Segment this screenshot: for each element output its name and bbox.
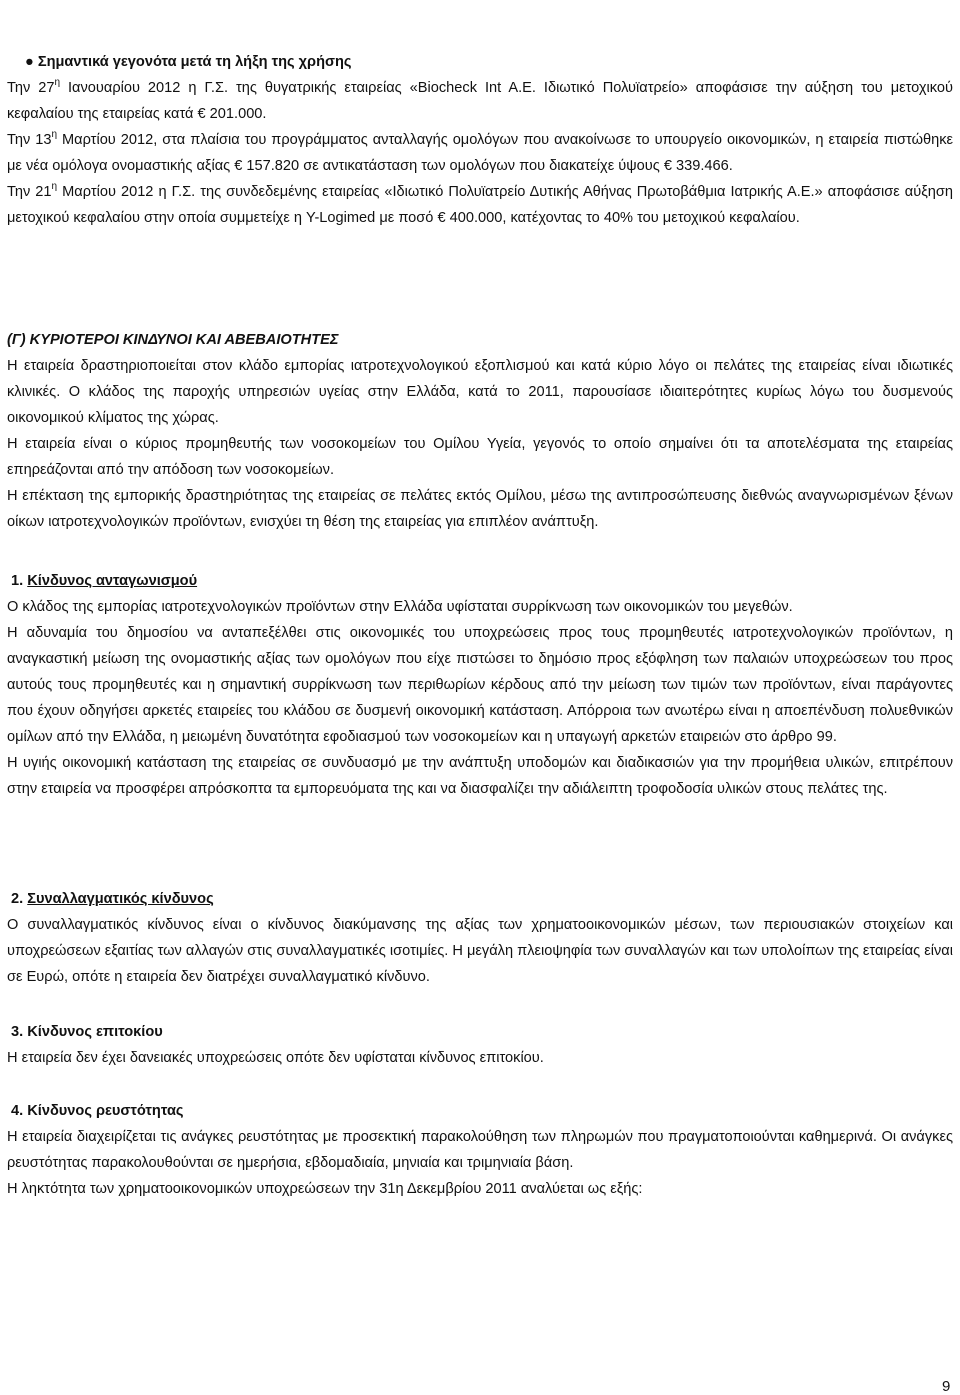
interest-risk-heading: 3. Κίνδυνος επιτοκίου <box>11 1024 163 1040</box>
risks-section <box>7 327 953 535</box>
interest-paragraph-1: Η εταιρεία δεν έχει δανειακές υποχρεώσεις οπότε δεν υφίσταται κίνδυνος επιτοκίου. <box>7 1050 544 1066</box>
event-paragraph-1: Την $27^\eta$ Ιανουαρίου 2012 η Γ.Σ. της θυγατρικής εταιρείας «Biocheck Int A.E. Ιδιωτικό Πολυϊατρείο» αποφάσισε την αύξηση του μετοχικού κεφαλαίου της εταιρείας κατά € 201.000. <box>7 77 954 122</box>
events-heading-text: Σημαντικά γεγονότα μετά τη λήξη της χρήσης <box>37 54 352 70</box>
risks-paragraph-1: Η εταιρεία δραστηριοποιείται στον κλάδο εμπορίας ιατροτεχνολογικού εξοπλισμού και κατά κύριο λόγο οι πελάτες της εταιρείας είναι ιδιωτικές κλινικές. Ο κλάδος της παροχής υπηρεσιών υγείας στην Ελλάδα, κατά το 2011, παρουσίασε ιδιαιτερότητες κυρίως λόγω του δυσμενούς οικονομικού κλίματος της χώρας. <box>7 358 953 426</box>
event-paragraph-2: Την $13^\eta$ Μαρτίου 2012, στα πλαίσια του προγράμματος ανταλλαγής ομολόγων που ανακοίνωσε το υπουργείο οικονομικών, η εταιρεία πιστώθηκε με νέα ομόλογα ονομαστικής αξίας € 157.820 σε αντικατάσταση των ομολόγων που διακατείχε ύψους € 339.466. <box>7 129 954 174</box>
liquidity-risk-section <box>7 1098 953 1202</box>
fx-risk-heading: 2. Συναλλαγματικός κίνδυνος <box>11 891 214 907</box>
fx-paragraph-1: Ο συναλλαγματικός κίνδυνος είναι ο κίνδυνος διακύμανσης της αξίας των χρηματοοικονομικών μέσων, των περιουσιακών στοιχείων και υποχρεώσεων εξαιτίας των αλλαγών στις συναλλαγματικές ισοτιμίες. Η μεγάλη πλειοψηφία των συναλλαγών και των υπολοίπων της εταιρείας είναι σε Ευρώ, οπότε η εταιρεία δεν διατρέχει συναλλαγματικό κίνδυνο. <box>7 917 953 985</box>
risks-paragraph-3: Η επέκταση της εμπορικής δραστηριότητας της εταιρείας σε πελάτες εκτός Ομίλου, μέσω της αντιπροσώπευσης διεθνώς αναγνωρισμένων ξένων οίκων ιατροτεχνολογικών προϊόντων, ενισχύει τη θέση της εταιρείας για επιπλέον ανάπτυξη. <box>7 488 953 530</box>
page-number: 9 <box>942 1378 951 1395</box>
interest-risk-section <box>7 1019 953 1071</box>
risks-heading: (Γ) ΚΥΡΙΟΤΕΡΟΙ ΚΙΝΔΥΝΟΙ ΚΑΙ ΑΒΕΒΑΙΟΤΗΤΕΣ <box>7 332 339 348</box>
events-heading <box>7 49 953 75</box>
events-section <box>7 49 953 231</box>
competition-risk-section <box>7 568 953 802</box>
event-paragraph-3: Την $21^\eta$ Μαρτίου 2012 η Γ.Σ. της συνδεδεμένης εταιρείας «Ιδιωτικό Πολυϊατρείο Δυτικής Αθήνας Πρωτοβάθμια Ιατρικής Α.Ε.» αποφάσισε αύξηση μετοχικού κεφαλαίου στην οποία συμμετείχε η Y-Logimed με ποσό € 400.000, κατέχοντας το 40% του μετοχικού κεφαλαίου. <box>7 181 953 226</box>
competition-paragraph-1: Ο κλάδος της εμπορίας ιατροτεχνολογικών προϊόντων στην Ελλάδα υφίσταται συρρίκνωση των οικονομικών του μεγεθών. <box>7 599 793 615</box>
liquidity-paragraph-2: Η ληκτότητα των χρηματοοικονομικών υποχρεώσεων την 31η Δεκεμβρίου 2011 αναλύεται ως εξής: <box>7 1181 643 1197</box>
competition-risk-heading: 1. Κίνδυνος ανταγωνισμού <box>11 573 198 589</box>
risks-paragraph-2: Η εταιρεία είναι ο κύριος προμηθευτής των νοσοκομείων του Ομίλου Υγεία, γεγονός το οποίο σημαίνει ότι τα αποτελέσματα της εταιρείας επηρεάζονται από την απόδοση των νοσοκομείων. <box>7 436 953 478</box>
liquidity-paragraph-1: Η εταιρεία διαχειρίζεται τις ανάγκες ρευστότητας με προσεκτική παρακολούθηση των πληρωμών που πραγματοποιούνται καθημερινά. Οι ανάγκες ρευστότητας παρακολουθούνται σε ημερήσια, εβδομαδιαία, μηνιαία και τριμηνιαία βάση. <box>7 1129 953 1171</box>
fx-risk-section <box>7 886 953 990</box>
competition-paragraph-3: Η υγιής οικονομική κατάσταση της εταιρείας σε συνδυασμό με την ανάπτυξη υποδομών και διαδικασιών για την προμήθεια υλικών, επιτρέπουν στην εταιρεία να προσφέρει απρόσκοπτα τα εμπορευόματα της και να διασφαλίζει την αδιάλειπτη τροφοδοσία υλικών στους πελάτες της. <box>7 755 953 797</box>
liquidity-risk-heading: 4. Κίνδυνος ρευστότητας <box>11 1103 184 1119</box>
bullet-icon: ● <box>25 54 34 70</box>
competition-paragraph-2: Η αδυναμία του δημοσίου να ανταπεξέλθει στις οικονομικές του υποχρεώσεις προς τους προμηθευτές ιατροτεχνολογικών προϊόντων, η αναγκαστική μείωση της ονομαστικής αξίας των ομολόγων που είχε πιστώσει το δημόσιο προς εξόφληση των παλαιών υποχρεώσεων του προς αυτούς τους προμηθευτές και η σημαντική συρρίκνωση των περιθωρίων κέρδους από την μείωση των τιμών των προϊόντων, είναι παράγοντες που έχουν οδηγήσει αρκετές εταιρείες του κλάδου σε δυσμενή οικονομική κατάσταση. Απόρροια των ανωτέρω είναι η αποεπένδυση πολυεθνικών ομίλων από την Ελλάδα, η μειωμένη δυνατότητα εφοδιασμού των νοσοκομείων και η υπαγωγή αρκετών εταιρειών στο άρθρο 99. <box>7 625 953 745</box>
